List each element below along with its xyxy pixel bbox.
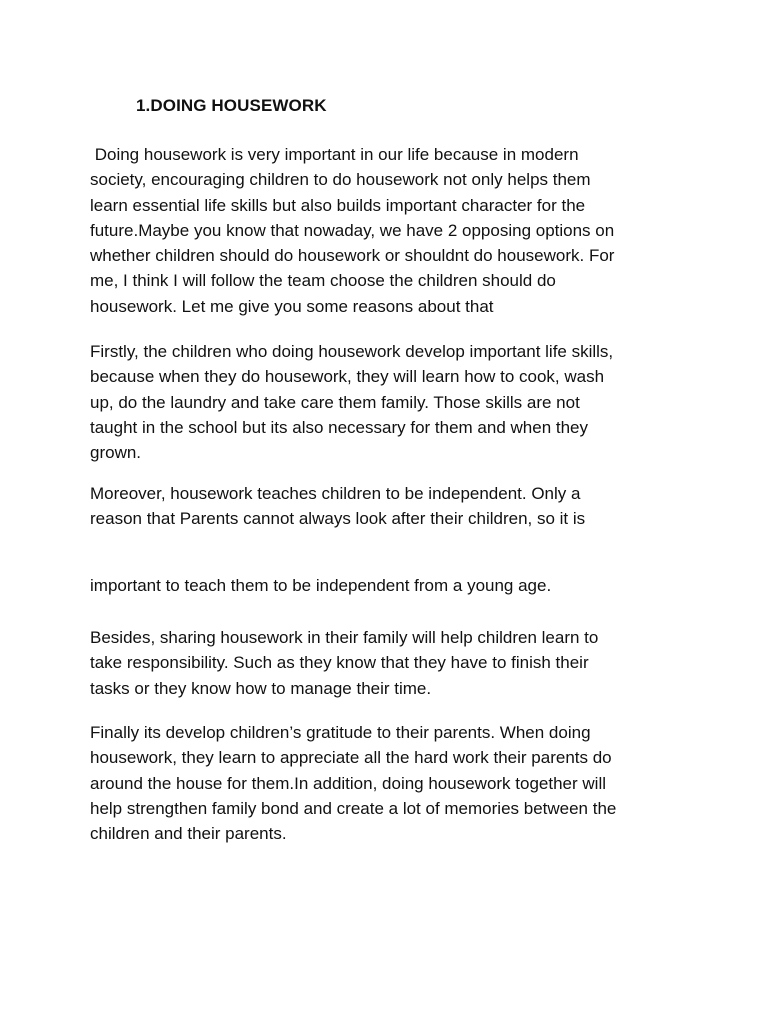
text-line: Moreover, housework teaches children to be independent. Only a [90, 484, 581, 503]
text-line: learn essential life skills but also builds important character for the [90, 195, 586, 215]
text-line: Besides, sharing housework in their family will help children learn to [90, 628, 599, 647]
text-line: up, do the laundry and take care them family. Those skills are not [90, 392, 580, 412]
text-line: taught in the school but its also necessary for them and when they [90, 417, 589, 437]
text-line: Doing housework is very important in our life because in modern [90, 145, 579, 164]
paragraph-continued [90, 573, 690, 598]
paragraph-finally [90, 720, 690, 846]
text-line: around the house for them.In addition, doing housework together will [90, 773, 606, 793]
paragraph-intro [90, 142, 690, 319]
text-line: Finally its develop children’s gratitude to their parents. When doing [90, 723, 591, 742]
text-line: because when they do housework, they will learn how to cook, wash [90, 367, 605, 387]
text-line: me, I think I will follow the team choose the children should do [90, 271, 556, 291]
text-line: society, encouraging children to do housework not only helps them [90, 170, 591, 190]
text-line: important to teach them to be independent from a young age. [90, 576, 552, 595]
text-line: grown. [90, 443, 142, 463]
text-line: reason that Parents cannot always look after their children, so it is [90, 509, 586, 529]
document-heading: 1.DOING HOUSEWORK [136, 96, 327, 115]
text-line: Firstly, the children who doing housework develop important life skills, [90, 342, 614, 361]
text-line: children and their parents. [90, 824, 287, 844]
text-line: help strengthen family bond and create a lot of memories between the [90, 798, 617, 818]
paragraph-moreover [90, 481, 690, 532]
text-line: housework. Let me give you some reasons about that [90, 296, 494, 316]
text-line: future.Maybe you know that nowaday, we have 2 opposing options on [90, 220, 615, 240]
text-line: whether children should do housework or shouldnt do housework. For [90, 246, 615, 266]
text-line: tasks or they know how to manage their time. [90, 678, 432, 698]
text-line: housework, they learn to appreciate all the hard work their parents do [90, 748, 612, 768]
paragraph-firstly [90, 339, 690, 465]
paragraph-besides [90, 625, 690, 701]
text-line: take responsibility. Such as they know that they have to finish their [90, 653, 589, 673]
